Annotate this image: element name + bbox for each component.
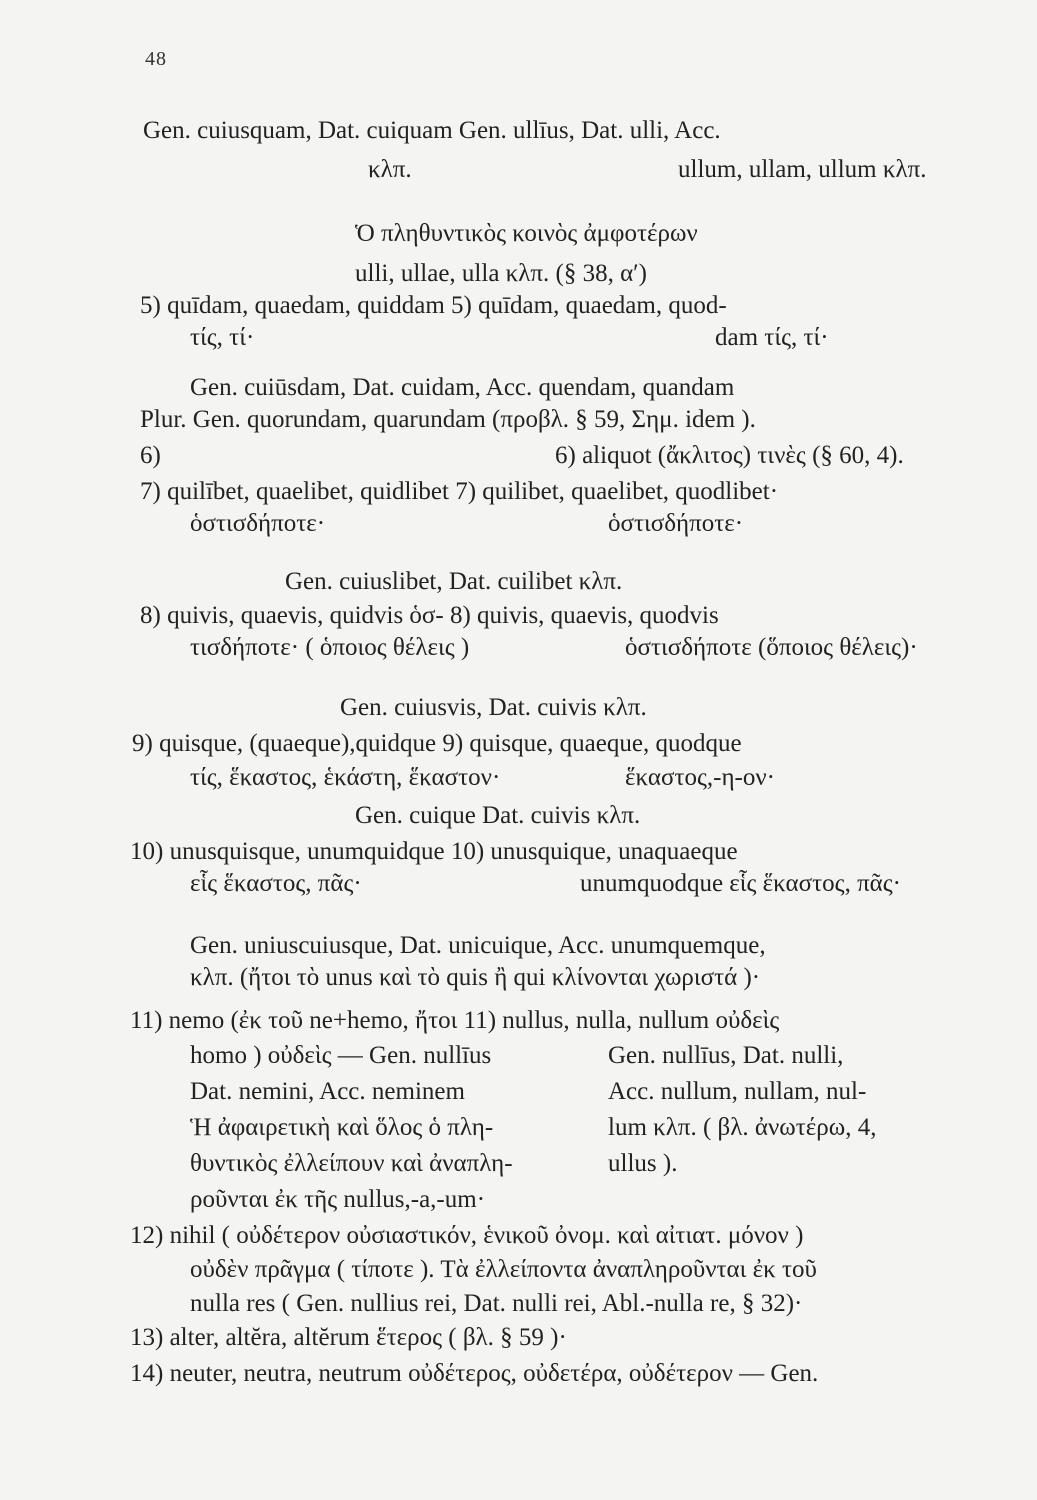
text-line: τίς, ἕκαστος, ἑκάστη, ἕκαστον· xyxy=(190,764,501,791)
text-line: Gen. uniuscuiusque, Dat. unicuique, Acc. unumquemque, xyxy=(190,932,766,959)
text-line: 11) nemo (ἐκ τοῦ ne+hemo, ἤτοι 11) nullus, nulla, nullum οὐδεὶς xyxy=(130,1007,780,1034)
text-line: homo ) οὐδεὶς — Gen. nullīus xyxy=(190,1042,492,1069)
text-line: Ὁ πληθυντικὸς κοινὸς ἀμφοτέρων xyxy=(355,220,698,247)
text-line: 9) quisque, (quaeque),quidque 9) quisque, quaeque, quodque xyxy=(132,730,742,757)
text-line: ulli, ullae, ulla κλπ. (§ 38, α′) xyxy=(355,260,647,287)
text-line: 14) neuter, neutra, neutrum οὐδέτερος, οὐδετέρα, οὐδέτερον — Gen. xyxy=(130,1360,819,1387)
text-line: ἕκαστος,-η-ον· xyxy=(625,764,775,791)
text-line: Gen. cuiūsdam, Dat. cuidam, Acc. quendam, quandam xyxy=(190,374,735,401)
text-line: τισδήποτε· ( ὁποιος θέλεις ) xyxy=(190,634,470,661)
text-line: Ἡ ἀφαιρετικὴ καὶ ὅλος ὁ πλη- xyxy=(190,1114,494,1141)
text-line: οὐδὲν πρᾶγμα ( τίποτε ). Τὰ ἐλλείποντα ἀναπληροῦνται ἐκ τοῦ xyxy=(190,1256,817,1283)
text-line: ὁστισδήποτε (ὅποιος θέλεις)· xyxy=(625,634,918,661)
text-line: ὁστισδήποτε· xyxy=(608,510,744,537)
text-line: 5) quīdam, quaedam, quiddam 5) quīdam, quaedam, quod- xyxy=(140,292,727,319)
text-line: κλπ. xyxy=(368,156,412,183)
text-line: Gen. cuiusvis, Dat. cuivis κλπ. xyxy=(340,694,647,721)
text-line: Plur. Gen. quorundam, quarundam (προβλ. § 59, Σημ. idem ). xyxy=(140,406,756,433)
text-line: 12) nihil ( οὐδέτερον οὐσιαστικόν, ἑνικοῦ ὀνομ. καὶ αἰτιατ. μόνον ) xyxy=(130,1222,804,1249)
text-line: εἷς ἕκαστος, πᾶς· xyxy=(190,870,362,897)
text-line: Gen. cuiusquam, Dat. cuiquam Gen. ullīus, Dat. ulli, Acc. xyxy=(143,117,721,144)
text-line: lum κλπ. ( βλ. ἀνωτέρω, 4, xyxy=(608,1114,877,1141)
text-line: τίς, τί· xyxy=(190,324,255,351)
text-line: Acc. nullum, nullam, nul- xyxy=(608,1078,867,1105)
text-line: ροῦνται ἐκ τῆς nullus,-a,-um· xyxy=(190,1186,486,1213)
text-line: 13) alter, altĕra, altĕrum ἕτερος ( βλ. § 59 )· xyxy=(130,1324,567,1351)
text-line: 6) xyxy=(140,442,161,469)
text-line: θυντικὸς ἐλλείπουν καὶ ἀναπλη- xyxy=(190,1150,513,1177)
text-line: dam τίς, τί· xyxy=(715,324,829,351)
text-line: 8) quivis, quaevis, quidvis ὁσ- 8) quivis, quaevis, quodvis xyxy=(140,602,719,629)
text-line: Gen. cuique Dat. cuivis κλπ. xyxy=(355,802,641,829)
text-line: Gen. nullīus, Dat. nulli, xyxy=(608,1042,844,1069)
text-line: κλπ. (ἤτοι τὸ unus καὶ τὸ quis ἢ qui κλίνονται χωριστά )· xyxy=(190,964,761,991)
page-number: 48 xyxy=(145,48,167,70)
text-line: 10) unusquisque, unumquidque 10) unusquique, unaquaeque xyxy=(130,838,738,865)
text-line: ullus ). xyxy=(608,1150,678,1177)
text-line: 7) quilībet, quaelibet, quidlibet 7) quilibet, quaelibet, quodlibet· xyxy=(140,478,779,505)
text-line: ὁστισδήποτε· xyxy=(190,510,326,537)
text-line: Dat. nemini, Acc. neminem xyxy=(190,1078,465,1105)
text-line: Gen. cuiuslibet, Dat. cuilibet κλπ. xyxy=(285,568,623,595)
text-line: unumquodque εἷς ἕκαστος, πᾶς· xyxy=(580,870,902,897)
text-line: 6) aliquot (ἄκλιτος) τινὲς (§ 60, 4). xyxy=(555,442,904,469)
text-line: ullum, ullam, ullum κλπ. xyxy=(678,156,927,183)
text-line: nulla res ( Gen. nullius rei, Dat. nulli rei, Abl.-nulla re, § 32)· xyxy=(190,1290,803,1317)
